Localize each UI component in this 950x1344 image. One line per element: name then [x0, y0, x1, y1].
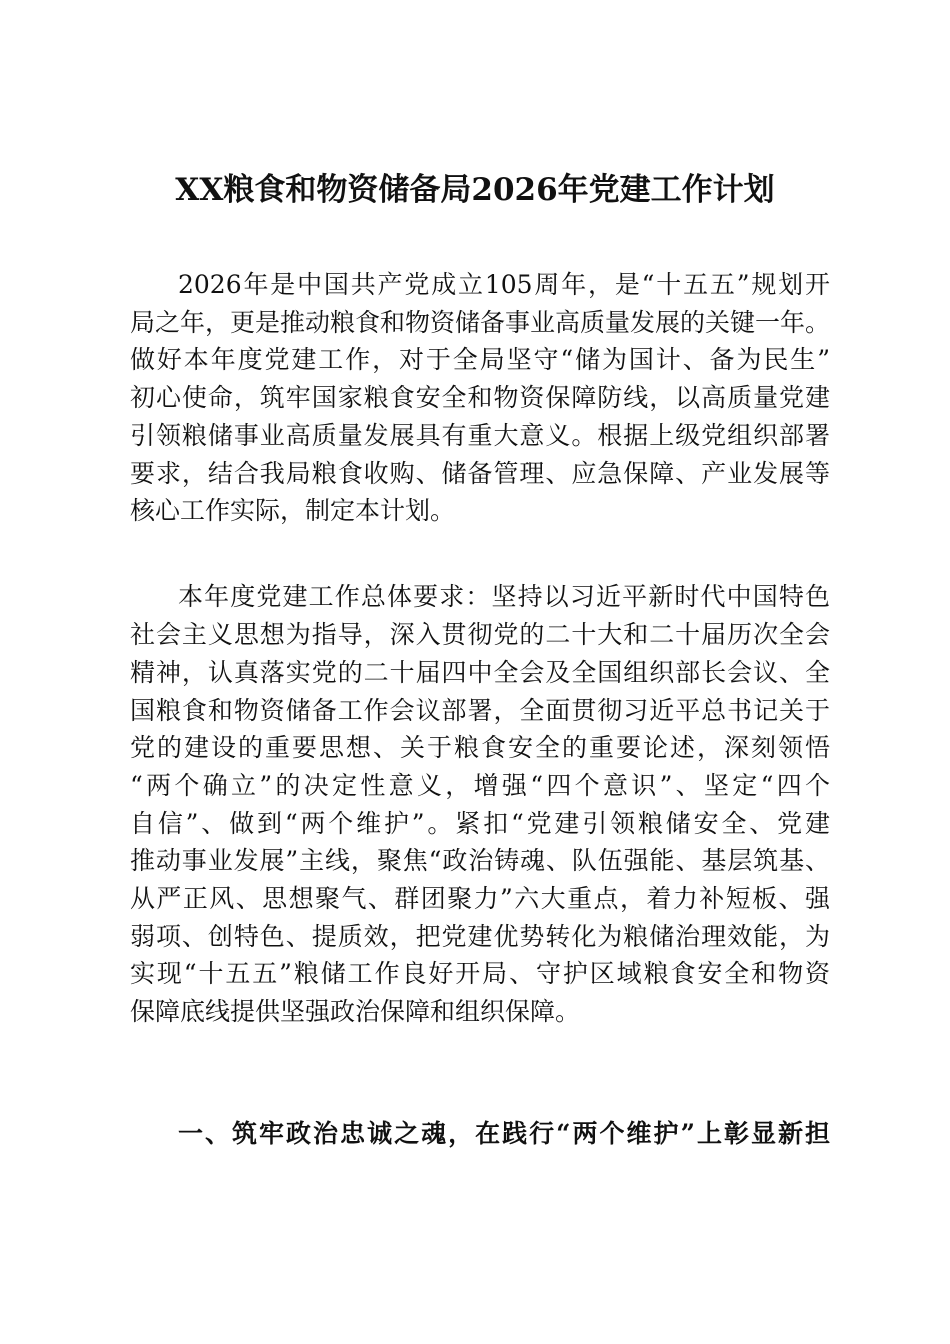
- text-line: 弱项、创特色、提质效，把党建优势转化为粮储治理效能，为: [130, 922, 830, 951]
- text-line: 精神，认真落实党的二十届四中全会及全国组织部长会议、全: [130, 658, 830, 687]
- text-line: “两个确立”的决定性意义，增强“四个意识”、坚定“四个: [130, 771, 830, 800]
- text-line: 核心工作实际，制定本计划。: [130, 496, 456, 525]
- text-line: 党的建设的重要思想、关于粮食安全的重要论述，深刻领悟: [130, 733, 830, 762]
- text-line: 社会主义思想为指导，深入贯彻党的二十大和二十届历次全会: [130, 620, 830, 649]
- text-line: 做好本年度党建工作，对于全局坚守“储为国计、备为民生”: [130, 345, 830, 374]
- text-line: 要求，结合我局粮食收购、储备管理、应急保障、产业发展等: [130, 459, 830, 488]
- text-line: 保障底线提供坚强政治保障和组织保障。: [130, 997, 581, 1026]
- text-line: 局之年，更是推动粮食和物资储备事业高质量发展的关键一年。: [130, 308, 831, 337]
- text-line: 实现“十五五”粮储工作良好开局、守护区域粮食安全和物资: [130, 959, 830, 988]
- text-line: 自信”、做到“两个维护”。紧扣“党建引领粮储安全、党建: [130, 809, 830, 838]
- text-line: 推动事业发展”主线，聚焦“政治铸魂、队伍强能、基层筑基、: [130, 846, 830, 875]
- section-heading: 一、筑牢政治忠诚之魂，在践行“两个维护”上彰显新担: [178, 1119, 830, 1148]
- text-line: 引领粮储事业高质量发展具有重大意义。根据上级党组织部署: [130, 421, 830, 450]
- document-title: XX粮食和物资储备局2026年党建工作计划: [175, 172, 775, 208]
- text-line: 国粮食和物资储备工作会议部署，全面贯彻习近平总书记关于: [130, 696, 830, 725]
- text-line: 2026年是中国共产党成立105周年，是“十五五”规划开: [178, 270, 830, 299]
- text-line: 本年度党建工作总体要求：坚持以习近平新时代中国特色: [178, 582, 830, 611]
- text-line: 从严正风、思想聚气、群团聚力”六大重点，着力补短板、强: [130, 884, 830, 913]
- text-line: 初心使命，筑牢国家粮食安全和物资保障防线，以高质量党建: [130, 383, 830, 412]
